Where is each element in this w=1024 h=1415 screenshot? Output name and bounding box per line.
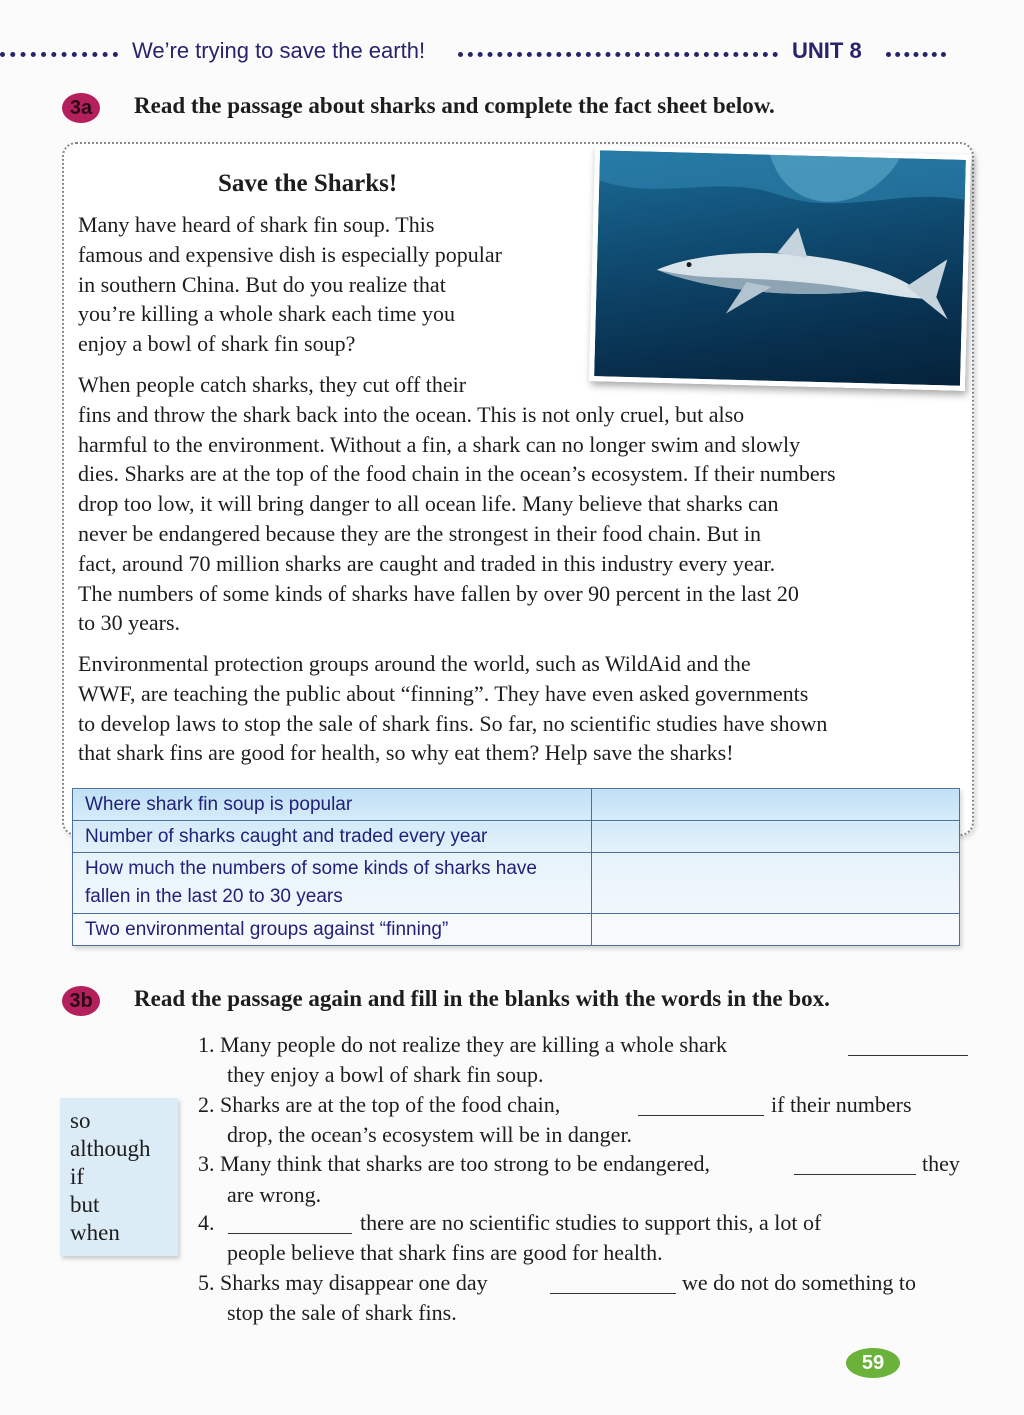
passage-title: Save the Sharks!: [218, 170, 398, 197]
exercise-4-number: 4.: [198, 1210, 215, 1235]
text-line: harmful to the environment. Without a fin, a shark can no longer swim and slowly: [78, 431, 801, 457]
page-number: 59: [846, 1348, 900, 1378]
text-line: Environmental protection groups around the world, such as WildAid and the: [78, 651, 751, 676]
page-header: [0, 38, 1024, 68]
blank-4[interactable]: [228, 1233, 352, 1234]
section-3a-instruction: Read the passage about sharks and complete the fact sheet below.: [134, 93, 775, 118]
text-line: When people catch sharks, they cut off their: [78, 372, 467, 397]
text-line: The numbers of some kinds of sharks have fallen by over 90 percent in the last 20: [78, 580, 799, 606]
word-item: although: [70, 1136, 151, 1161]
fact-label: Where shark fin soup is popular: [73, 789, 592, 821]
text-line: dies. Sharks are at the top of the food chain in the ocean’s ecosystem. If their numbers: [78, 461, 836, 487]
shark-icon: [594, 150, 966, 386]
word-item: so: [70, 1108, 91, 1133]
paragraph-1: [78, 210, 502, 359]
fact-label-line: How much the numbers of some kinds of sharks have: [85, 858, 537, 879]
blank-5[interactable]: [550, 1293, 676, 1294]
section-3a-badge: 3a: [62, 93, 100, 123]
exercise-3-line-1: 3. Many think that sharks are too strong to be endangered,: [198, 1151, 710, 1176]
blank-2[interactable]: [638, 1115, 764, 1116]
blank-3[interactable]: [794, 1174, 916, 1175]
paragraph-2: [78, 370, 836, 638]
text-line: Many have heard of shark fin soup. This: [78, 212, 435, 237]
fact-answer-cell[interactable]: [592, 821, 960, 853]
text-line: to develop laws to stop the sale of shark fins. So far, no scientific studies have shown: [78, 710, 828, 736]
text-line: that shark fins are good for health, so why eat them? Help save the sharks!: [78, 740, 734, 766]
text-line: famous and expensive dish is especially popular: [78, 241, 503, 267]
exercise-3-line-1b: they: [922, 1151, 960, 1176]
table-row: [73, 853, 960, 914]
fact-answer-cell[interactable]: [592, 914, 960, 946]
paragraph-3: [78, 649, 827, 768]
header-dots-right: [886, 52, 946, 57]
fact-answer-cell[interactable]: [592, 789, 960, 821]
text-line: fins and throw the shark back into the ocean. This is not only cruel, but also: [78, 401, 745, 427]
header-title: We’re trying to save the earth!: [132, 38, 426, 63]
exercise-2-line-1: 2. Sharks are at the top of the food chain,: [198, 1092, 561, 1117]
exercise-5-line-1b: we do not do something to: [682, 1270, 917, 1295]
section-3b-badge: 3b: [62, 986, 100, 1016]
fact-label: Two environmental groups against “finning”: [73, 914, 592, 946]
word-item: when: [70, 1220, 120, 1245]
text-line: fact, around 70 million sharks are caught and traded in this industry every year.: [78, 550, 776, 576]
fact-label: [73, 853, 592, 914]
text-line: WWF, are teaching the public about “finning”. They have even asked governments: [78, 680, 809, 706]
exercise-2-line-2: drop, the ocean’s ecosystem will be in danger.: [227, 1122, 633, 1147]
text-line: never be endangered because they are the strongest in their food chain. But in: [78, 520, 761, 546]
table-row: [73, 914, 960, 946]
text-line: you’re killing a whole shark each time you: [78, 301, 455, 327]
header-dots-left: [0, 52, 118, 57]
exercise-3-line-2: are wrong.: [227, 1182, 322, 1207]
exercise-1-line-2: they enjoy a bowl of shark fin soup.: [227, 1062, 544, 1087]
section-3b-instruction: Read the passage again and fill in the blanks with the words in the box.: [134, 986, 830, 1011]
word-item: if: [70, 1164, 85, 1189]
table-row: [73, 821, 960, 853]
text-line: to 30 years.: [78, 610, 181, 636]
exercise-4-line-2: people believe that shark fins are good for health.: [227, 1240, 663, 1265]
unit-label: UNIT 8: [792, 38, 862, 63]
text-line: drop too low, it will bring danger to all ocean life. Many believe that sharks can: [78, 491, 779, 517]
exercise-1-line-1: 1. Many people do not realize they are killing a whole shark: [198, 1032, 728, 1057]
table-row: [73, 789, 960, 821]
word-item: but: [70, 1192, 100, 1217]
fact-label-line: fallen in the last 20 to 30 years: [85, 886, 343, 907]
fact-sheet-table: [72, 788, 960, 946]
text-line: enjoy a bowl of shark fin soup?: [78, 331, 356, 357]
exercise-4-line-1: there are no scientific studies to support this, a lot of: [360, 1210, 822, 1235]
fact-label: Number of sharks caught and traded every year: [73, 821, 592, 853]
shark-photo: [589, 145, 971, 391]
exercise-5-line-2: stop the sale of shark fins.: [227, 1300, 457, 1325]
header-dots-middle: [458, 52, 778, 57]
text-line: in southern China. But do you realize that: [78, 271, 446, 297]
word-box: [60, 1098, 178, 1256]
fact-answer-cell[interactable]: [592, 853, 960, 914]
blank-1[interactable]: [848, 1055, 968, 1056]
exercise-2-line-1b: if their numbers: [771, 1092, 912, 1117]
exercise-5-line-1: 5. Sharks may disappear one day: [198, 1270, 488, 1295]
